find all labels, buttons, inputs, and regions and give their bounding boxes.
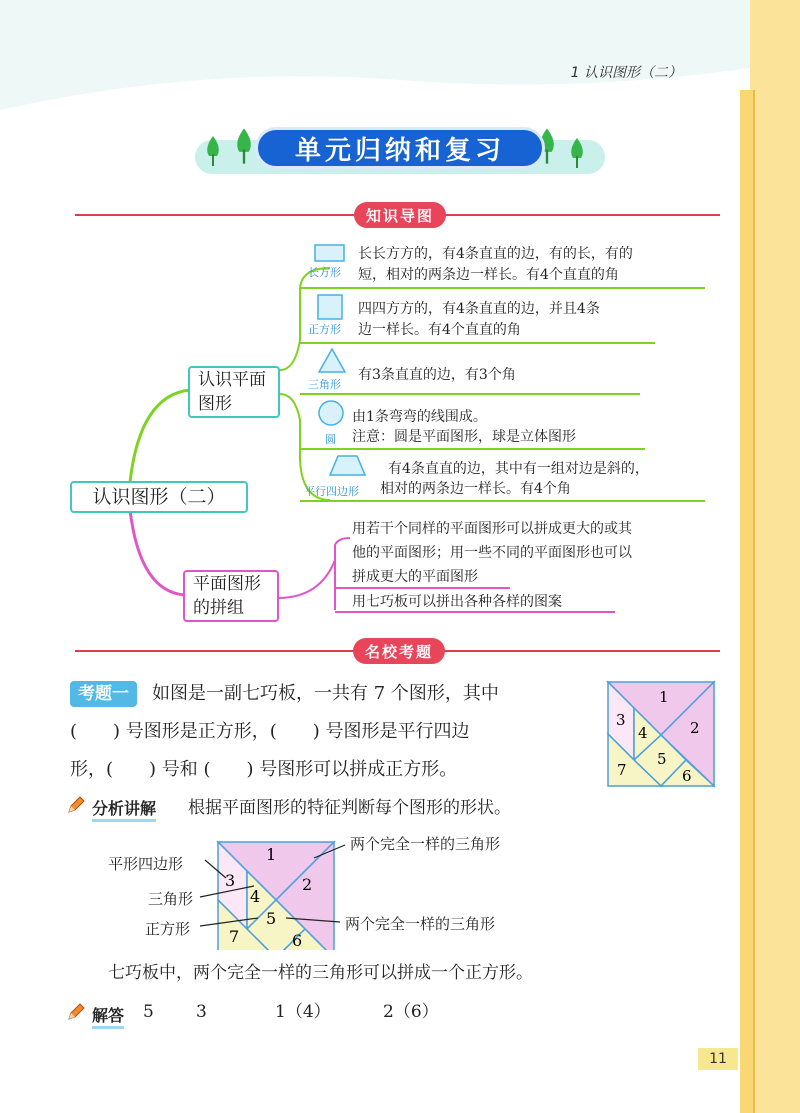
analysis-conclusion: 七巧板中，两个完全一样的三角形可以拼成一个正方形。 — [108, 963, 533, 983]
section-title-exam: 名校考题 — [353, 638, 445, 664]
answer-label: 解答 — [92, 1003, 124, 1029]
tangram-label: 1 — [659, 688, 669, 706]
page-number: 11 — [698, 1048, 738, 1070]
question-line1: 如图是一副七巧板，一共有 7 个图形，其中 — [152, 683, 499, 704]
shape-label-rectangle: 长方形 — [308, 266, 341, 279]
tangram-label: 5 — [266, 909, 277, 928]
answer-value-4: 2（6） — [383, 1002, 439, 1022]
annotation-large-triangles: 两个完全一样的三角形 — [350, 835, 501, 853]
combine-line2: 他的平面图形；用一些不同的平面图形也可以 — [352, 545, 632, 561]
analysis-label: 分析讲解 — [92, 796, 156, 822]
tangram-label: 1 — [266, 845, 277, 864]
tangram-label: 5 — [657, 750, 667, 768]
analysis-text: 根据平面图形的特征判断每个图形的形状。 — [188, 798, 511, 818]
pencil-icon — [66, 1002, 86, 1022]
square-desc-line1: 四四方方的，有4条直直的边，并且4条 — [358, 301, 600, 317]
triangle-desc: 有3条直直的边，有3个角 — [358, 367, 516, 383]
tangram-label: 6 — [682, 767, 692, 785]
tangram-label: 7 — [229, 927, 240, 946]
parallelogram-desc-line1: 有4条直直的边，其中有一组对边是斜的， — [388, 461, 649, 477]
parallelogram-desc-line2: 相对的两条边一样长。有4个角 — [380, 481, 571, 497]
tangram-label: 2 — [690, 719, 700, 737]
tangram-label: 6 — [292, 931, 303, 950]
rectangle-desc-line2: 短，相对的两条边一样长。有4个直直的角 — [358, 267, 619, 283]
mindmap-root: 认识图形（二） — [70, 481, 248, 513]
tangram-label: 4 — [250, 887, 261, 906]
tangram-label: 3 — [225, 871, 236, 890]
mindmap-branch-plane-shapes: 认识平面图形 — [188, 366, 280, 418]
annotation-triangle: 三角形 — [148, 890, 194, 908]
tangram-label: 2 — [302, 875, 313, 894]
question-badge: 考题一 — [70, 681, 137, 707]
circle-desc-line2: 注意：圆是平面图形，球是立体图形 — [352, 429, 576, 445]
tangram-label: 7 — [617, 761, 627, 779]
mindmap-branch-combination: 平面图形的拼组 — [183, 570, 279, 622]
shape-label-parallelogram: 平行四边形 — [304, 485, 359, 498]
tangram-label: 4 — [638, 724, 648, 742]
answer-value-3: 1（4） — [275, 1002, 331, 1022]
combine-line1: 用若干个同样的平面图形可以拼成更大的或其 — [352, 521, 632, 537]
rectangle-desc-line1: 长长方方的，有4条直直的边，有的长，有的 — [358, 246, 633, 262]
section-title-mindmap: 知识导图 — [354, 202, 446, 228]
circle-desc-line1: 由1条弯弯的线围成。 — [352, 409, 487, 425]
pencil-icon — [66, 795, 86, 815]
answer-value-2: 3 — [196, 1002, 207, 1022]
tangram-label: 3 — [616, 711, 626, 729]
shape-label-square: 正方形 — [308, 323, 341, 336]
square-desc-line2: 边一样长。有4个直直的角 — [358, 322, 521, 338]
chapter-header: 1 认识图形（二） — [570, 65, 682, 81]
combine-line3: 拼成更大的平面图形 — [352, 569, 478, 585]
tangram-figure — [606, 680, 716, 788]
annotation-square: 正方形 — [145, 920, 191, 938]
combine-line4: 用七巧板可以拼出各种各样的图案 — [352, 594, 562, 610]
question-line2: ( ) 号图形是正方形，( ) 号图形是平行四边 — [70, 721, 470, 742]
annotation-parallelogram: 平形四边形 — [108, 855, 184, 873]
answer-value-1: 5 — [143, 1002, 154, 1022]
shape-label-triangle: 三角形 — [308, 378, 341, 391]
banner-title: 单元归纳和复习 — [294, 135, 505, 166]
question-line3: 形，( ) 号和 ( ) 号图形可以拼成正方形。 — [70, 759, 458, 780]
shape-label-circle: 圆 — [325, 433, 336, 446]
annotation-small-triangles: 两个完全一样的三角形 — [345, 915, 496, 933]
